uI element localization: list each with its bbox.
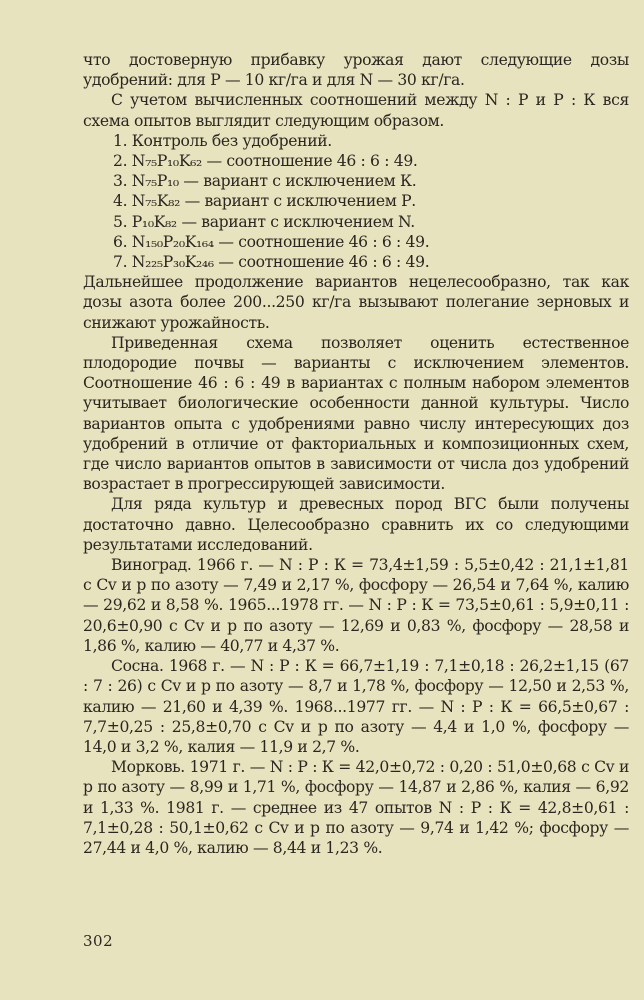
paragraph-carrot-results: Морковь. 1971 г. — N : Р : К = 42,0±0,72 : 0,20 : 51,0±0,68 с Cv и p по азоту — 8,99 и 1,71 %, фосфору — 14,87 и 2,86 %, калия — 6,92 и 1,33 %. 1981 г. — среднее из 47 опытов N : Р : К = 42,8±0,61 : 7,1±0,28 : 50,1±0,62 с Cv и p по азоту — 9,74 и 1,42 %; фосфору — 27,44 и 4,0 %, калию — 8,44 и 1,23 %. (83, 758, 629, 857)
list-item: 3. N₇₅P₁₀ — вариант с исключением К. (113, 172, 417, 191)
paragraph-vgs-comparison: Для ряда культур и древесных пород ВГС были получены достаточно давно. Целесообразно сравнить их со следующими результатами исследований. (83, 495, 629, 554)
paragraph-scheme-evaluation: Приведенная схема позволяет оценить естественное плодородие почвы — варианты с исключением элементов. Соотношение 46 : 6 : 49 в вариантах с полным набором элементов учитывает биологические особенности данной культуры. Число вариантов опыта с удобрениями равно числу интересующих доз удобрений в отличие от факториальных и композиционных схем, где число вариантов опытов в зависимости от числа доз удобрений возрастает в прогрессирующей зависимости. (83, 333, 629, 494)
list-item: 5. P₁₀K₈₂ — вариант с исключением N. (113, 212, 415, 231)
paragraph-intro-continuation: что достоверную прибавку урожая дают следующие дозы удобрений: для Р — 10 кг/га и для N — 30 кг/га. (83, 51, 629, 90)
list-item: 4. N₇₅K₈₂ — вариант с исключением Р. (113, 192, 416, 211)
list-item: 7. N₂₂₅P₃₀K₂₄₆ — соотношение 46 : 6 : 49. (113, 253, 430, 272)
list-item: 6. N₁₅₀P₂₀K₁₆₄ — соотношение 46 : 6 : 49. (113, 232, 430, 251)
list-item: 2. N₇₅P₁₀K₆₂ — соотношение 46 : 6 : 49. (113, 152, 418, 171)
paragraph-scheme-intro: С учетом вычисленных соотношений между N : Р и Р : К вся схема опытов выглядит следующим образом. (83, 91, 629, 130)
paragraph-further-variants: Дальнейшее продолжение вариантов нецелесообразно, так как дозы азота более 200...250 кг/га вызывают полегание зерновых и снижают урожайность. (83, 273, 629, 332)
paragraph-pine-results: Сосна. 1968 г. — N : Р : К = 66,7±1,19 : 7,1±0,18 : 26,2±1,15 (67 : 7 : 26) с Cv и p по азоту — 8,7 и 1,78 %, фосфору — 12,50 и 2,53 %, калию — 21,60 и 4,39 %. 1968...1977 гг. — N : Р : К = 66,5±0,67 : 7,7±0,25 : 25,8±0,70 с Cv и p по азоту — 4,4 и 1,0 %, фосфору — 14,0 и 3,2 %, калия — 11,9 и 2,7 %. (83, 657, 629, 756)
experiment-scheme-list (83, 131, 629, 272)
page-number: 302 (83, 932, 114, 950)
list-item: 1. Контроль без удобрений. (113, 131, 332, 150)
paragraph-grape-results: Виноград. 1966 г. — N : Р : К = 73,4±1,59 : 5,5±0,42 : 21,1±1,81 с Cv и p по азоту — 7,49 и 2,17 %, фосфору — 26,54 и 7,64 %, калию — 29,62 и 8,58 %. 1965...1978 гг. — N : Р : К = 73,5±0,61 : 5,9±0,11 : 20,6±0,90 с Cv и p по азоту — 12,69 и 0,83 %, фосфору — 28,58 и 1,86 %, калию — 40,77 и 4,37 %. (83, 556, 629, 655)
page-body (83, 50, 629, 858)
